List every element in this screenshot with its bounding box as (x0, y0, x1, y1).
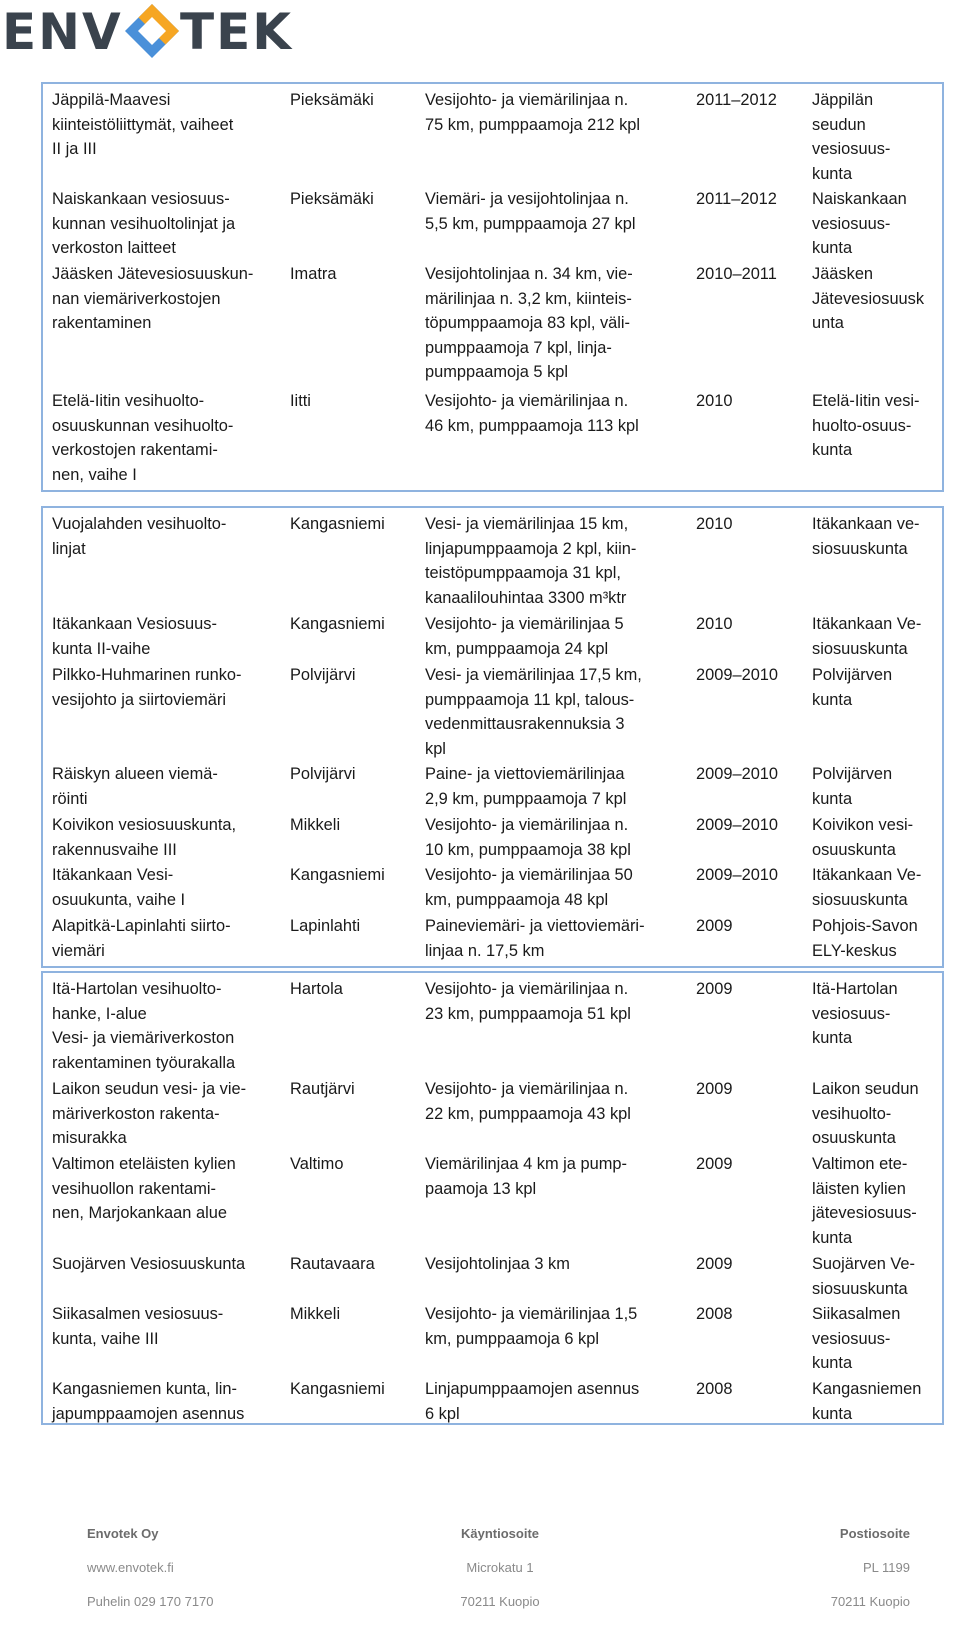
client: Polvijärven kunta (812, 765, 893, 808)
client: Kangasniemen kunta (812, 1380, 922, 1423)
description: Vesijohto- ja viemärilinjaa 50 km, pumppaamoja 48 kpl (425, 866, 633, 909)
location: Lapinlahti (290, 917, 361, 935)
project-name: Pilkko-Huhmarinen runko- vesijohto ja siirtoviemäri (52, 666, 242, 709)
project-name: Siikasalmen vesiosuus- kunta, vaihe III (52, 1305, 224, 1348)
footer-visit-street: Microkatu 1 (466, 1560, 534, 1575)
description: Vesijohto- ja viemärilinjaa n. 22 km, pumppaamoja 43 kpl (425, 1080, 631, 1123)
location: Mikkeli (290, 1305, 341, 1323)
project-name: Valtimon eteläisten kylien vesihuollon rakentami- nen, Marjokankaan alue (52, 1155, 236, 1222)
project-name: Räiskyn alueen viemä- röinti (52, 765, 218, 808)
project-name: Suojärven Vesiosuuskunta (52, 1255, 246, 1273)
location: Mikkeli (290, 816, 341, 834)
description: Linjapumppaamojen asennus 6 kpl (425, 1380, 640, 1423)
year: 2008 (696, 1305, 733, 1323)
year: 2009 (696, 1155, 733, 1173)
footer-phone: Puhelin 029 170 7170 (87, 1594, 214, 1609)
description: Viemärilinjaa 4 km ja pump- paamoja 13 kpl (425, 1155, 627, 1198)
project-name: Kangasniemen kunta, lin- japumppaamojen asennus (52, 1380, 245, 1423)
location: Rautjärvi (290, 1080, 355, 1098)
location: Kangasniemi (290, 515, 385, 533)
client: Siikasalmen vesiosuus- kunta (812, 1305, 901, 1372)
location: Iitti (290, 392, 311, 410)
year: 2009–2010 (696, 816, 779, 834)
footer-company-heading: Envotek Oy (87, 1526, 159, 1541)
project-name: Itä-Hartolan vesihuolto- hanke, I-alue Vesi- ja viemäriverkoston rakentaminen työurakalla (52, 980, 236, 1072)
project-name: Alapitkä-Lapinlahti siirto- viemäri (52, 917, 231, 960)
project-table-block (41, 971, 944, 1425)
description: Vesijohto- ja viemärilinjaa n. 10 km, pumppaamoja 38 kpl (425, 816, 631, 859)
location: Polvijärvi (290, 666, 356, 684)
description: Paineviemäri- ja viettoviemäri- linjaa n. 17,5 km (425, 917, 645, 960)
client: Laikon seudun vesihuolto- osuuskunta (812, 1080, 919, 1147)
footer-website: www.envotek.fi (87, 1560, 174, 1575)
location: Imatra (290, 265, 337, 283)
description: Vesijohto- ja viemärilinjaa n. 46 km, pumppaamoja 113 kpl (425, 392, 639, 435)
footer-visit-city: 70211 Kuopio (460, 1594, 540, 1609)
footer-postal-heading: Postiosoite (839, 1526, 910, 1541)
location: Pieksämäki (290, 91, 374, 109)
footer-postal-box: PL 1199 (863, 1560, 910, 1575)
year: 2011–2012 (696, 190, 777, 208)
location: Kangasniemi (290, 866, 385, 884)
project-name: Jäppilä-Maavesi kiinteistöliittymät, vaiheet II ja III (52, 91, 234, 158)
location: Valtimo (290, 1155, 344, 1173)
project-name: Itäkankaan Vesi- osuukunta, vaihe I (52, 866, 186, 909)
project-table-block (41, 506, 944, 968)
year: 2009–2010 (696, 666, 779, 684)
description: Vesi- ja viemärilinjaa 17,5 km, pumppaamoja 11 kpl, talous- vedenmittausrakennuksia 3 kpl (425, 666, 642, 758)
description: Vesijohto- ja viemärilinjaa n. 75 km, pumppaamoja 212 kpl (425, 91, 641, 134)
client: Etelä-Iitin vesi- huolto-osuus- kunta (812, 392, 920, 459)
year: 2009 (696, 980, 733, 998)
project-name: Etelä-Iitin vesihuolto- osuuskunnan vesihuolto- verkostojen rakentami- nen, vaihe I (52, 392, 234, 484)
logo-diamond-icon (123, 2, 181, 60)
client: Itäkankaan ve- siosuuskunta (812, 515, 920, 558)
logo-text-left: ENV (2, 3, 123, 61)
footer-company (87, 1508, 214, 1627)
location: Kangasniemi (290, 615, 385, 633)
description: Paine- ja viettoviemärilinjaa 2,9 km, pumppaamoja 7 kpl (425, 765, 627, 808)
page-footer (0, 1508, 960, 1609)
year: 2010 (696, 392, 733, 410)
client: Jääsken Jätevesiosuusk unta (812, 265, 925, 332)
year: 2009–2010 (696, 866, 779, 884)
footer-postal-address (770, 1508, 910, 1627)
year: 2008 (696, 1380, 733, 1398)
client: Naiskankaan vesiosuus- kunta (812, 190, 907, 257)
client: Itäkankaan Ve- siosuuskunta (812, 615, 922, 658)
client: Suojärven Ve- siosuuskunta (812, 1255, 915, 1298)
footer-postal-city: 70211 Kuopio (830, 1594, 910, 1609)
description: Vesijohtolinjaa 3 km (425, 1255, 570, 1273)
project-name: Naiskankaan vesiosuus- kunnan vesihuoltolinjat ja verkoston laitteet (52, 190, 236, 257)
location: Polvijärvi (290, 765, 356, 783)
year: 2011–2012 (696, 91, 777, 109)
client: Itä-Hartolan vesiosuus- kunta (812, 980, 898, 1047)
year: 2009 (696, 1080, 733, 1098)
client: Polvijärven kunta (812, 666, 893, 709)
description: Vesijohto- ja viemärilinjaa n. 23 km, pumppaamoja 51 kpl (425, 980, 631, 1023)
description: Vesijohtolinjaa n. 34 km, vie- märilinjaa n. 3,2 km, kiinteis- töpumppaamoja 83 kpl, väli- pumppaamoja 7 kpl, linja- pumppaamoja 5 kpl (425, 265, 633, 381)
location: Hartola (290, 980, 343, 998)
location: Kangasniemi (290, 1380, 385, 1398)
project-name: Koivikon vesiosuuskunta, rakennusvaihe III (52, 816, 237, 859)
description: Vesijohto- ja viemärilinjaa 1,5 km, pumppaamoja 6 kpl (425, 1305, 638, 1348)
footer-visit-heading: Käyntiosoite (460, 1526, 539, 1541)
location: Rautavaara (290, 1255, 375, 1273)
footer-visit-address (420, 1508, 580, 1627)
logo-text-right: TEK (180, 3, 294, 61)
project-name: Laikon seudun vesi- ja vie- märiverkoston rakenta- misurakka (52, 1080, 247, 1147)
client: Itäkankaan Ve- siosuuskunta (812, 866, 922, 909)
year: 2009 (696, 917, 733, 935)
year: 2009–2010 (696, 765, 779, 783)
client: Jäppilän seudun vesiosuus- kunta (812, 91, 891, 183)
project-name: Jääsken Jätevesiosuuskun- nan viemäriverkostojen rakentaminen (52, 265, 254, 332)
year: 2010 (696, 615, 733, 633)
year: 2010–2011 (696, 265, 777, 283)
year: 2009 (696, 1255, 733, 1273)
client: Pohjois-Savon ELY-keskus (812, 917, 918, 960)
client: Valtimon ete- läisten kylien jätevesiosuus- kunta (812, 1155, 917, 1247)
project-name: Vuojalahden vesihuolto- linjat (52, 515, 227, 558)
description: Viemäri- ja vesijohtolinjaa n. 5,5 km, pumppaamoja 27 kpl (425, 190, 636, 233)
project-table-block (41, 82, 944, 492)
envotek-logo (0, 0, 300, 66)
description: Vesi- ja viemärilinjaa 15 km, linjapumppaamoja 2 kpl, kiin- teistöpumppaamoja 31 kpl, kanaalilouhintaa 3300 m³ktr (425, 515, 637, 607)
client: Koivikon vesi- osuuskunta (812, 816, 914, 859)
location: Pieksämäki (290, 190, 374, 208)
description: Vesijohto- ja viemärilinjaa 5 km, pumppaamoja 24 kpl (425, 615, 624, 658)
year: 2010 (696, 515, 733, 533)
project-name: Itäkankaan Vesiosuus- kunta II-vaihe (52, 615, 217, 658)
